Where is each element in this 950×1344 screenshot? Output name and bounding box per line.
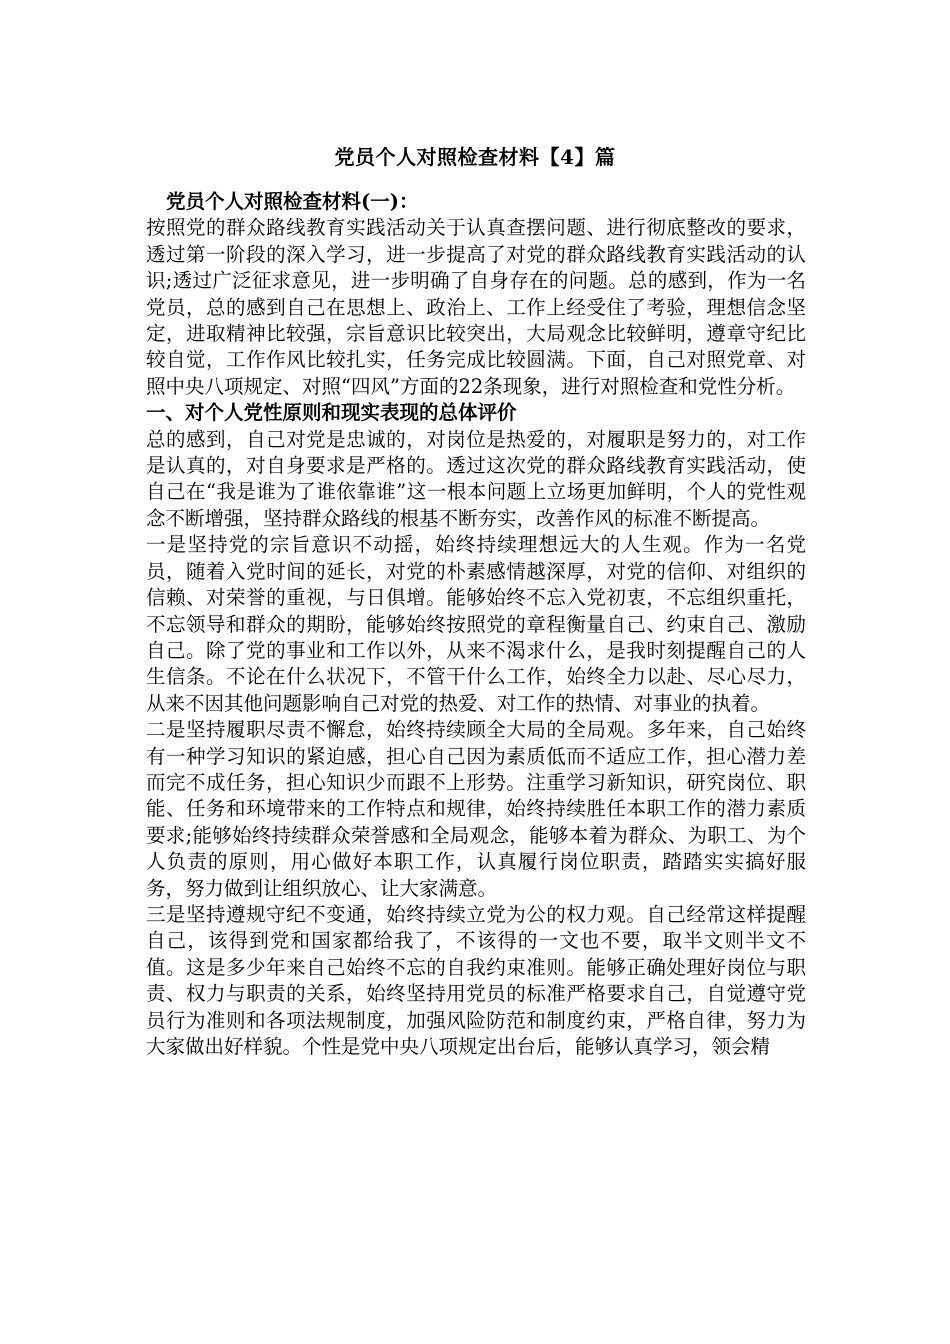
subheading: 党员个人对照检查材料(一)： <box>166 190 419 213</box>
intro-paragraph: 按照党的群众路线教育实践活动关于认真查摆问题、进行彻底整改的要求，透过第一阶段的深入学习，进一步提高了对党的群众路线教育实践活动的认识;透过广泛征求意见，进一步明确了自身存在的问题。总的感到，作为一名党员，总的感到自己在思想上、政治上、工作上经受住了考验，理想信念坚定，进取精神比较强，宗旨意识比较突出，大局观念比较鲜明，遵章守纪比较自觉，工作作风比较扎实，任务完成比较圆满。下面，自己对照党章、对照中央八项规定、对照“四风”方面的22条现象，进行对照检查和党性分析。 <box>146 216 806 398</box>
document-body <box>146 189 806 1060</box>
point-paragraph-3: 三是坚持遵规守纪不变通，始终持续立党为公的权力观。自己经常这样提醒自己，该得到党和国家都给我了，不该得的一文也不要，取半文则半文不值。这是多少年来自己始终不忘的自我约束准则。能够正确处理好岗位与职责、权力与职责的关系，始终坚持用党员的标准严格要求自己，自觉遵守党员行为准则和各项法规制度，加强风险防范和制度约束，严格自律，努力为大家做出好样貌。个性是党中央八项规定出台后，能够认真学习，领会精 <box>146 902 806 1058</box>
point-paragraph-1: 一是坚持党的宗旨意识不动摇，始终持续理想远大的人生观。作为一名党员，随着入党时间的延长，对党的朴素感情越深厚，对党的信仰、对组织的信赖、对荣誉的重视，与日俱增。能够始终不忘入党初衷，不忘组织重托，不忘领导和群众的期盼，能够始终按照党的章程衡量自己、约束自己、激励自己。除了党的事业和工作以外，从来不渴求什么，是我时刻提醒自己的人生信条。不论在什么状况下，不管干什么工作，始终全力以赴、尽心尽力，从来不因其他问题影响自己对党的热爱、对工作的热情、对事业的执着。 <box>146 533 806 715</box>
document-title: 党员个人对照检查材料【4】篇 <box>334 145 616 169</box>
section-heading: 一、对个人党性原则和现实表现的总体评价 <box>146 401 517 425</box>
point-paragraph-2: 二是坚持履职尽责不懈怠，始终持续顾全大局的全局观。多年来，自己始终有一种学习知识的紧迫感，担心自己因为素质低而不适应工作，担心潜力差而完不成任务，担心知识少而跟不上形势。注重学习新知识，研究岗位、职能、任务和环境带来的工作特点和规律，始终持续胜任本职工作的潜力素质要求;能够始终持续群众荣誉感和全局观念，能够本着为群众、为职工、为个人负责的原则，用心做好本职工作，认真履行岗位职责，踏踏实实搞好服务，努力做到让组织放心、让大家满意。 <box>146 718 806 900</box>
section-paragraph: 总的感到，自己对党是忠诚的，对岗位是热爱的，对履职是努力的，对工作是认真的，对自身要求是严格的。透过这次党的群众路线教育实践活动，使自己在“我是谁为了谁依靠谁”这一根本问题上立场更加鲜明，个人的党性观念不断增强，坚持群众路线的根基不断夯实，改善作风的标准不断提高。 <box>146 427 806 530</box>
